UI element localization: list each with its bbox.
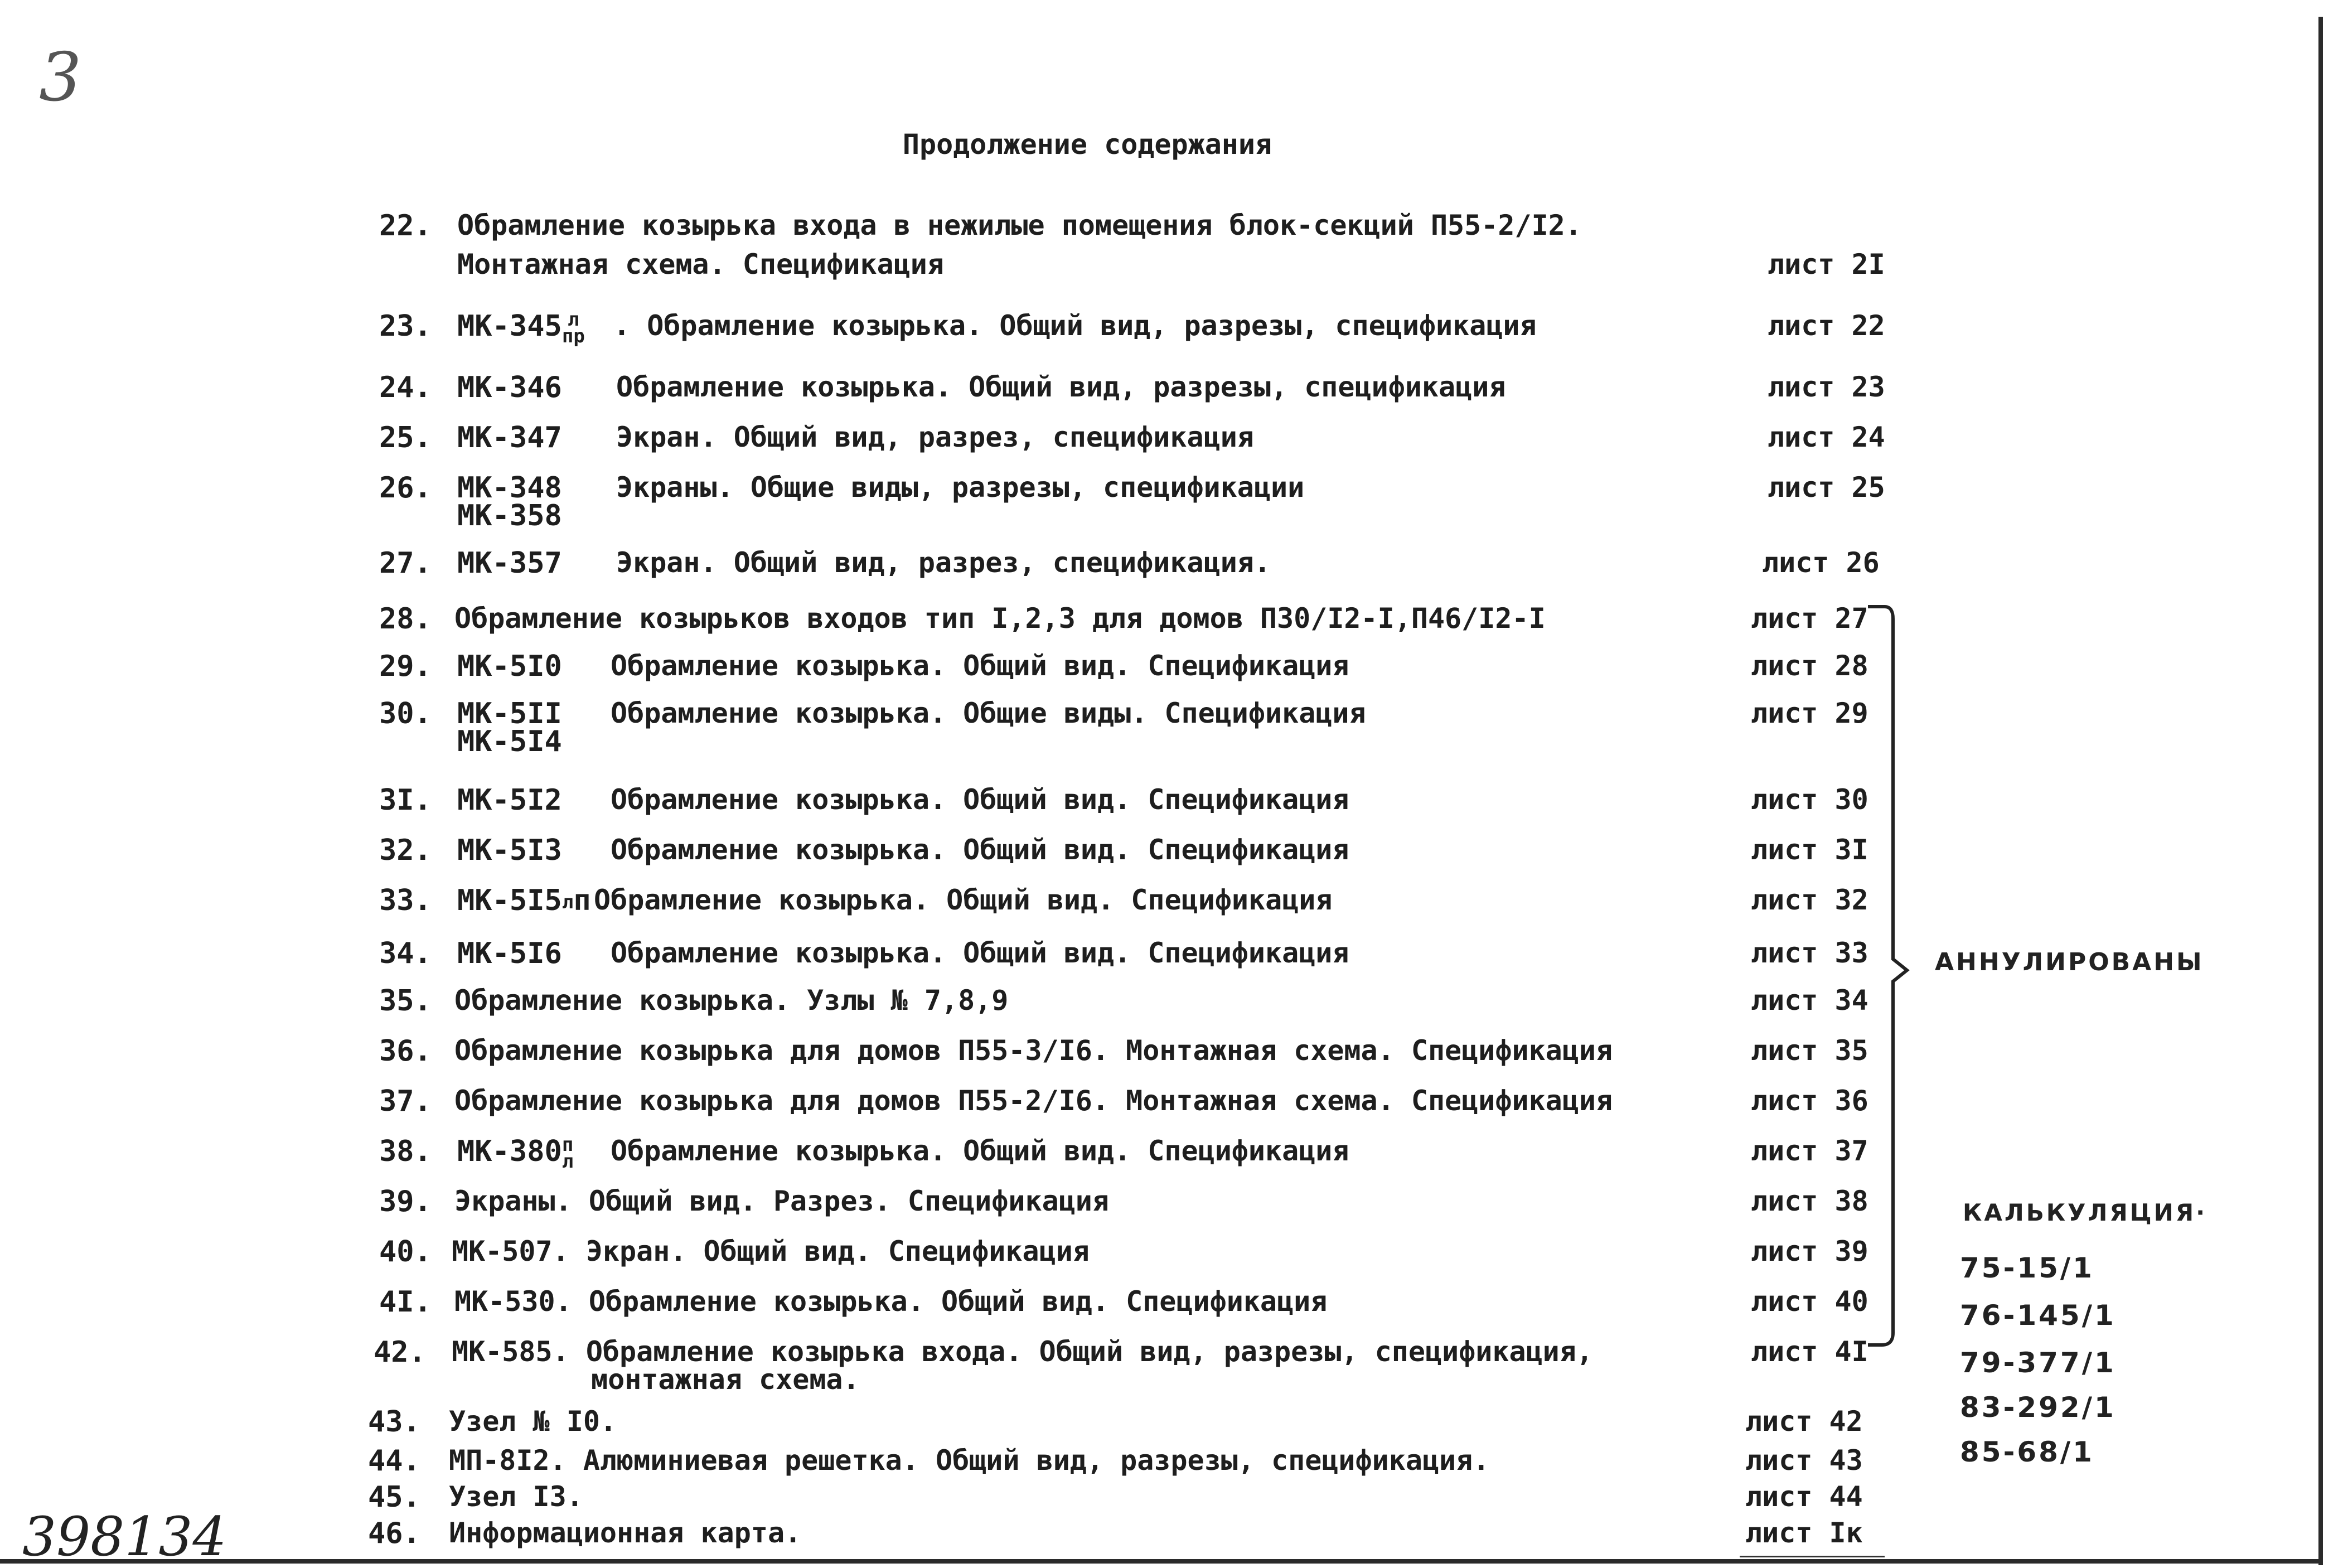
item-description: Обрамление козырька. Общий вид. Спецификация — [594, 884, 1333, 916]
item-number: 37. — [379, 1085, 432, 1118]
item-number: 30. — [379, 697, 432, 730]
sheet-reference: лист 24 — [1768, 421, 1885, 453]
sheet-reference: лист 32 — [1751, 884, 1868, 916]
calculation-title: КАЛЬКУЛЯЦИЯ· — [1963, 1199, 2208, 1226]
sheet-reference: лист 29 — [1751, 697, 1868, 729]
sheet-reference: лист 25 — [1768, 471, 1885, 504]
signature-line — [1740, 1556, 1885, 1557]
sheet-reference: лист 27 — [1751, 602, 1868, 635]
item-number: 24. — [379, 371, 432, 404]
item-code-subscript: л — [561, 1150, 574, 1173]
item-number: 42. — [374, 1335, 426, 1369]
item-code-main: МК-5I5 — [457, 884, 562, 917]
sheet-reference: лист Iк — [1745, 1517, 1863, 1549]
frame-border-bottom — [0, 1559, 2323, 1564]
item-description: Обрамление козырька. Общий вид. Спецификация — [611, 650, 1349, 682]
item-code-superscript: л — [568, 308, 579, 331]
item-description: Обрамление козырька входа в нежилые помещения блок-секций П55-2/I2. — [457, 209, 1582, 241]
sheet-reference: лист 37 — [1751, 1135, 1868, 1167]
item-description: Обрамление козырька. Узлы № 7,8,9 — [454, 984, 1009, 1017]
sheet-reference: лист 22 — [1768, 309, 1885, 342]
item-description: Информационная карта. — [449, 1517, 802, 1549]
sheet-reference: лист 30 — [1751, 783, 1868, 816]
item-code — [457, 650, 562, 683]
item-code — [457, 309, 585, 345]
item-description: Узел I3. — [449, 1480, 583, 1513]
calculation-entry: 79-377/1 — [1960, 1347, 2116, 1379]
item-code — [457, 546, 562, 580]
sheet-reference: лист 43 — [1745, 1444, 1863, 1477]
item-code-main: МК-5I0 — [457, 650, 562, 683]
item-description: МК-507. Экран. Общий вид. Спецификация — [452, 1235, 1090, 1267]
item-code-main: МК-347 — [457, 421, 562, 454]
item-code-main: МК-5I6 — [457, 937, 562, 970]
sheet-reference: лист 39 — [1751, 1235, 1868, 1267]
item-description: Обрамление козырька. Общий вид. Спецификация — [611, 783, 1349, 816]
sheet-reference: лист 44 — [1745, 1480, 1863, 1513]
item-number: 35. — [379, 984, 432, 1018]
annulled-brace — [1862, 602, 1924, 1349]
sheet-reference: лист 36 — [1751, 1085, 1868, 1117]
item-number: 39. — [379, 1185, 432, 1218]
item-number: 27. — [379, 546, 432, 580]
sheet-reference: лист 33 — [1751, 937, 1868, 969]
item-code-suffix: п — [573, 884, 591, 917]
item-description: Обрамление козырька. Общий вид. Спецификация — [611, 1135, 1349, 1167]
sheet-reference: лист 26 — [1762, 546, 1880, 579]
item-description: Экраны. Общие виды, разрезы, спецификации — [616, 471, 1305, 504]
sheet-reference: лист 28 — [1751, 650, 1868, 682]
item-description: Обрамление козырька. Общие виды. Спецификация — [611, 697, 1366, 729]
item-number: 45. — [368, 1480, 420, 1514]
item-description-continued: монтажная схема. — [591, 1363, 860, 1396]
item-description: Обрамление козырьков входов тип I,2,3 для домов П30/I2-I,П46/I2-I — [454, 602, 1546, 635]
item-number: 43. — [368, 1405, 420, 1439]
sheet-reference: лист 34 — [1751, 984, 1868, 1017]
calculation-entry: 75-15/1 — [1960, 1252, 2094, 1284]
item-description: МК-530. Обрамление козырька. Общий вид. Спецификация — [454, 1285, 1328, 1318]
item-code — [457, 421, 562, 454]
item-number: 29. — [379, 650, 432, 683]
item-description: Обрамление козырька. Общий вид. Спецификация — [611, 937, 1349, 969]
item-code — [457, 937, 562, 970]
item-code-main: МК-348 — [457, 471, 562, 505]
archive-number: 398134 — [22, 1506, 227, 1568]
item-number: 33. — [379, 884, 432, 917]
item-code-superscript: п — [561, 1134, 574, 1156]
item-description: Обрамление козырька для домов П55-2/I6. Монтажная схема. Спецификация — [454, 1085, 1613, 1117]
item-number: 28. — [379, 602, 432, 636]
item-description: Обрамление козырька. Общий вид. Спецификация — [611, 834, 1349, 866]
item-description: Обрамление козырька для домов П55-3/I6. Монтажная схема. Спецификация — [454, 1034, 1613, 1067]
item-description-continued: Монтажная схема. Спецификация — [457, 248, 944, 280]
page-title: Продолжение содержания — [902, 128, 1272, 161]
item-code-main: МК-345 — [457, 309, 562, 343]
item-description: МК-585. Обрамление козырька входа. Общий вид, разрезы, спецификация, — [452, 1335, 1593, 1368]
item-code-main: МК-5I3 — [457, 834, 562, 867]
item-number: 46. — [368, 1517, 420, 1550]
item-code-superscript: л — [561, 891, 574, 913]
item-code-subscript: пр — [561, 325, 585, 347]
item-number: 25. — [379, 421, 432, 454]
item-description: Экран. Общий вид, разрез, спецификация — [616, 421, 1254, 453]
calculation-entry: 76-145/1 — [1960, 1299, 2116, 1332]
calculation-entry: 85-68/1 — [1960, 1436, 2094, 1468]
item-number: 23. — [379, 309, 432, 343]
item-number: 3I. — [379, 783, 432, 817]
item-code — [457, 834, 562, 867]
item-code-main: МК-346 — [457, 371, 562, 404]
item-code — [457, 783, 562, 817]
item-description: . Обрамление козырька. Общий вид, разрезы, спецификация — [613, 309, 1537, 342]
item-description: МП-8I2. Алюминиевая решетка. Общий вид, разрезы, спецификация. — [449, 1444, 1490, 1477]
sheet-reference: лист 38 — [1751, 1185, 1868, 1217]
calculation-entry: 83-292/1 — [1960, 1391, 2116, 1424]
item-code — [457, 1134, 574, 1173]
frame-border-right — [2318, 17, 2323, 1565]
item-number: 44. — [368, 1444, 420, 1478]
annulled-label: АННУЛИРОВАНЫ — [1935, 948, 2204, 976]
item-code-secondary: МК-5I4 — [457, 725, 562, 758]
sheet-reference: лист 35 — [1751, 1034, 1868, 1067]
item-number: 22. — [379, 209, 432, 243]
sheet-reference: лист 40 — [1751, 1285, 1868, 1318]
item-description: Экран. Общий вид, разрез, спецификация. — [616, 546, 1271, 579]
item-code — [457, 371, 562, 404]
item-number: 32. — [379, 834, 432, 867]
item-number: 34. — [379, 937, 432, 970]
item-description: Узел № I0. — [449, 1405, 617, 1438]
sheet-reference: лист 23 — [1768, 371, 1885, 403]
item-code-secondary: МК-358 — [457, 499, 562, 533]
item-code-main: МК-5I2 — [457, 783, 562, 817]
sheet-reference: лист 3I — [1751, 834, 1868, 866]
item-number: 4I. — [379, 1285, 432, 1319]
item-description: Обрамление козырька. Общий вид, разрезы, спецификация — [616, 371, 1506, 403]
item-description: Экраны. Общий вид. Разрез. Спецификация — [454, 1185, 1109, 1217]
sheet-reference: лист 2I — [1768, 248, 1885, 280]
item-number: 40. — [379, 1235, 432, 1269]
item-code-main: МК-380 — [457, 1135, 562, 1168]
sheet-reference: лист 42 — [1745, 1405, 1863, 1438]
item-number: 38. — [379, 1135, 432, 1168]
sheet-reference: лист 4I — [1751, 1335, 1868, 1368]
item-code-main: МК-5II — [457, 697, 562, 730]
item-number: 26. — [379, 471, 432, 505]
handwritten-page-mark: 3 — [39, 39, 82, 117]
item-number: 36. — [379, 1034, 432, 1068]
item-code-main: МК-357 — [457, 546, 562, 580]
item-code — [457, 884, 591, 917]
